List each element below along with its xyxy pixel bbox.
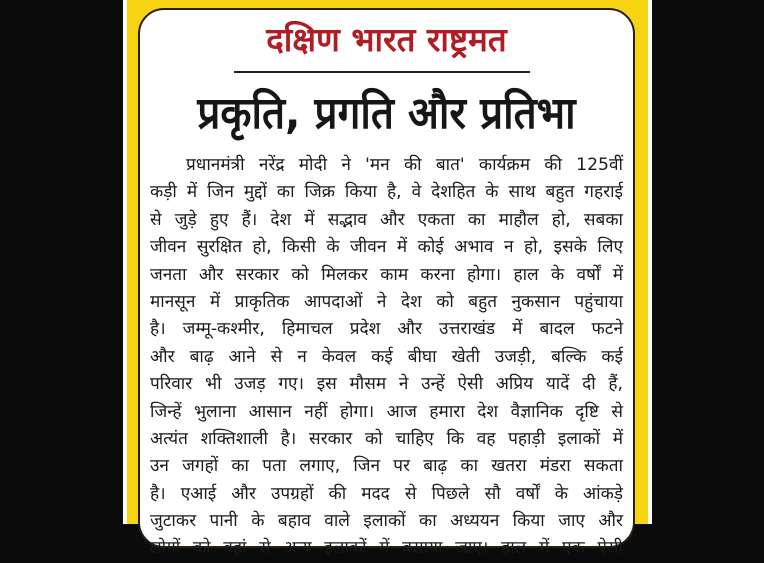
body-line: लोगों को वहां से अन्य इलाकों में बसाया जाए। हाल में एक ऐसी: [150, 538, 623, 559]
masthead-divider: [234, 71, 530, 73]
body-line: कड़ी में जिन मुद्दों का जिक्र किया है, वे देशहित के साथ बहुत गहराई: [150, 182, 623, 203]
body-line: परिवार भी उजड़ गए। इस मौसम ने उन्हें ऐसी अप्रिय यादें दी हैं,: [150, 374, 623, 395]
body-line: है। जम्मू-कश्मीर, हिमाचल प्रदेश और उत्तराखंड में बादल फटने: [150, 319, 623, 340]
body-line: से जुड़े हुए हैं। देश में सद्भाव और एकता का माहौल हो, सबका: [150, 209, 623, 230]
body-line: अत्यंत शक्तिशाली है। सरकार को चाहिए कि वह पहाड़ी इलाकों में: [150, 428, 623, 449]
article-headline: प्रकृति, प्रगति और प्रतिभा: [197, 88, 576, 139]
masthead: दक्षिण भारत राष्ट्रमत: [266, 20, 507, 59]
body-line: है। एआई और उपग्रहों की मदद से पिछले सौ वर्षों के आंकड़े: [150, 483, 623, 504]
body-line: जनता और सरकार को मिलकर काम करना होगा। हाल के वर्षों में: [150, 264, 623, 285]
editorial-card: [138, 8, 635, 559]
body-line: जिन्हें भुलाना आसान नहीं होगा। आज हमारा देश वैज्ञानिक दृष्टि से: [150, 401, 623, 422]
body-line: उन जगहों का पता लगाए, जिन पर बाढ़ का खतरा मंडरा सकता: [150, 456, 623, 477]
article-body: [150, 152, 623, 563]
body-line: जुटाकर पानी के बहाव वाले इलाकों का अध्ययन किया जाए और: [150, 511, 623, 532]
body-line: प्रधानमंत्री नरेंद्र मोदी ने 'मन की बात' कार्यक्रम की 125वीं: [186, 155, 623, 175]
body-line: और बाढ़ आने से न केवल कई बीघा खेती उजड़ी, बल्कि कई: [150, 346, 623, 367]
body-line: मानसून में प्राकृतिक आपदाओं ने देश को बहुत नुकसान पहुंचाया: [150, 291, 623, 312]
body-line: जीवन सुरक्षित हो, किसी के जीवन में कोई अभाव न हो, इसके लिए: [150, 237, 623, 258]
